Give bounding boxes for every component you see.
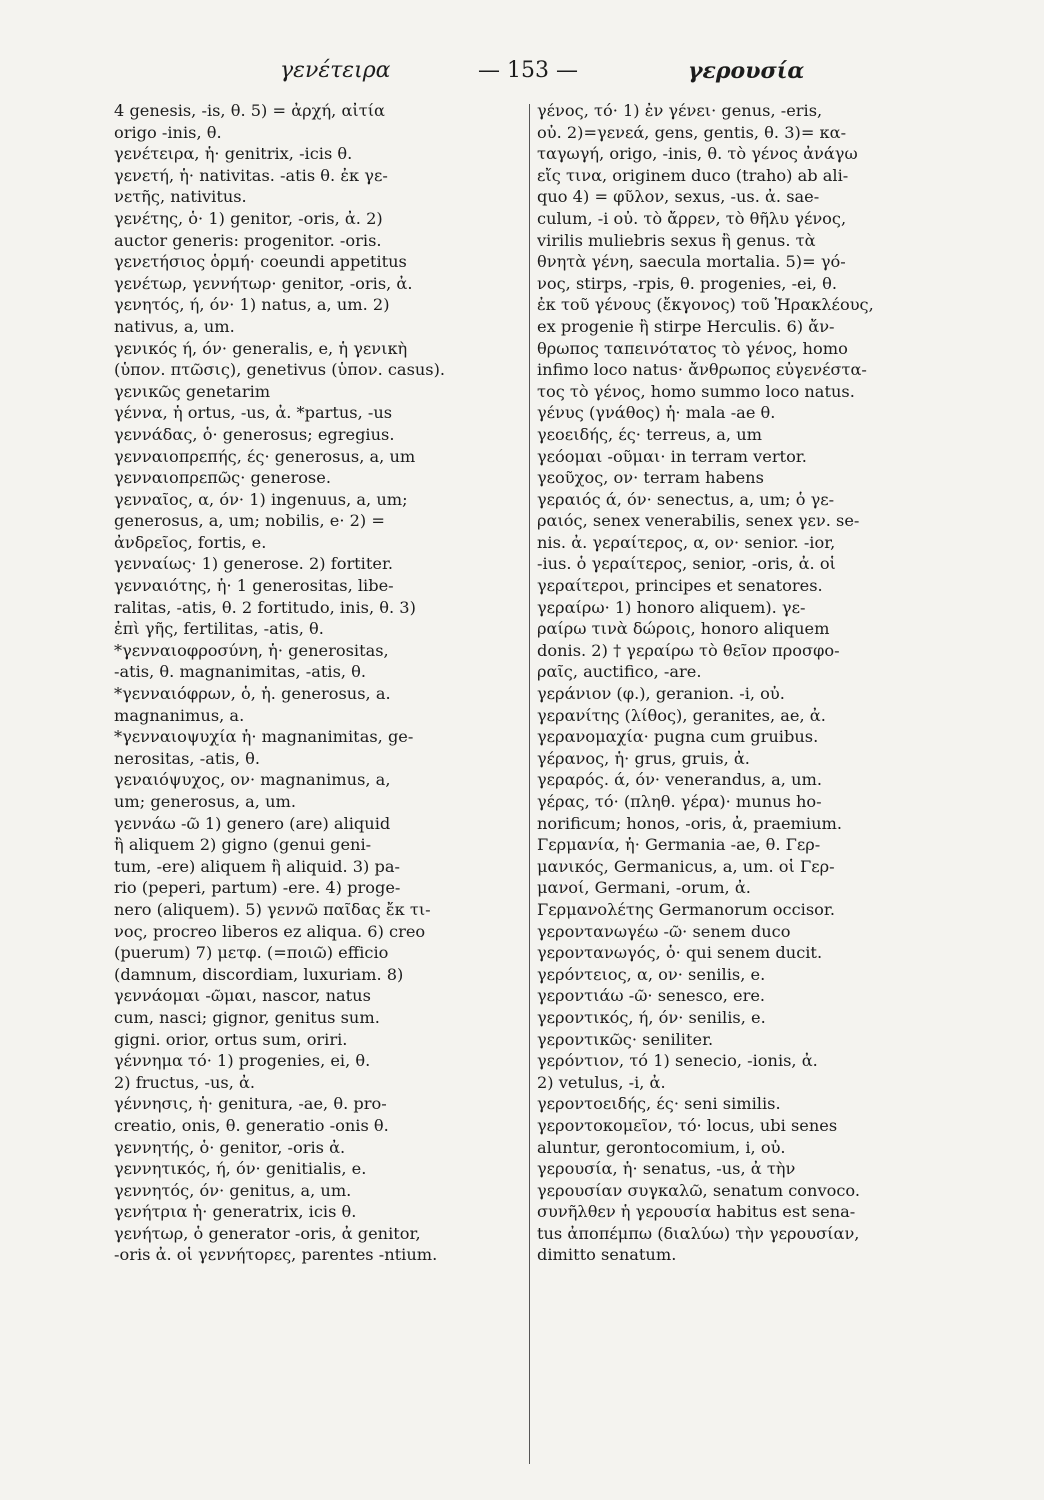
dictionary-line: γενναιοπρεπῶς· generose. bbox=[114, 468, 331, 488]
dictionary-line: ραῖς, auctifico, -are. bbox=[537, 662, 702, 682]
dictionary-line: 2) fructus, -us, ἀ. bbox=[114, 1072, 256, 1092]
dictionary-line: generosus, a, um; nobilis, e· 2) = bbox=[114, 511, 385, 531]
dictionary-line: (ὑπον. πτῶσις), genetivus (ὑπον. casus). bbox=[114, 360, 446, 380]
dictionary-line: aluntur, gerontocomium, i, οὐ. bbox=[537, 1137, 786, 1157]
dictionary-line: νος, stirps, -rpis, θ. progenies, -ei, θ. bbox=[537, 273, 837, 293]
dictionary-line: ἐπὶ γῆς, fertilitas, -atis, θ. bbox=[114, 619, 324, 639]
dictionary-line: γερουσία, ἡ· senatus, -us, ἀ τὴν bbox=[537, 1159, 796, 1179]
dictionary-line: γενναίως· 1) generose. 2) fortiter. bbox=[114, 554, 394, 574]
dictionary-line: γενητός, ή, όν· 1) natus, a, um. 2) bbox=[114, 295, 390, 315]
dictionary-line: γερανομαχία· pugna cum gruibus. bbox=[537, 727, 819, 747]
dictionary-line: γενήτωρ, ὁ generator -oris, ἀ genitor, bbox=[114, 1223, 421, 1243]
dictionary-line: ταγωγή, origo, -inis, θ. τὸ γένος ἀνάγω bbox=[537, 144, 858, 164]
dictionary-line: γέρανος, ἡ· grus, gruis, ἀ. bbox=[537, 748, 750, 768]
dictionary-line: γεννάω -ῶ 1) genero (are) aliquid bbox=[114, 813, 391, 833]
dictionary-line: ex progenie ἢ stirpe Herculis. 6) ἄν- bbox=[537, 316, 835, 336]
dictionary-line: *γενναιοφροσύνη, ἡ· generositas, bbox=[114, 640, 389, 660]
dictionary-line: γεραίρω· 1) honoro aliquem). γε- bbox=[537, 597, 806, 617]
dictionary-line: τος τὸ γένος, homo summo loco natus. bbox=[537, 381, 855, 401]
dictionary-line: γενέτειρα, ἡ· genitrix, -icis θ. bbox=[114, 144, 353, 164]
left-column bbox=[114, 100, 526, 1490]
column-divider bbox=[529, 104, 530, 1464]
dictionary-line: ἐκ τοῦ γένους (ἔκγονος) τοῦ Ἡρακλέους, bbox=[537, 295, 874, 315]
dictionary-line: μανοί, Germani, -orum, ἀ. bbox=[537, 878, 751, 898]
dictionary-line: culum, -i οὐ. τὸ ἄρρεν, τὸ θῆλυ γένος, bbox=[537, 208, 847, 228]
dictionary-line: rio (peperi, partum) -ere. 4) proge- bbox=[114, 878, 401, 898]
dictionary-line: *γενναιοψυχία ἡ· magnanimitas, ge- bbox=[114, 727, 414, 747]
dictionary-line: γενικῶς genetarim bbox=[114, 381, 271, 401]
dictionary-line: magnanimus, a. bbox=[114, 705, 245, 725]
dictionary-line: -atis, θ. magnanimitas, -atis, θ. bbox=[114, 662, 367, 682]
dictionary-line: γεράνιον (φ.), geranion. -i, οὐ. bbox=[537, 684, 785, 704]
dictionary-line: γερανίτης (λίθος), geranites, ae, ἀ. bbox=[537, 705, 826, 725]
dictionary-line: συνῆλθεν ἡ γερουσία habitus est sena- bbox=[537, 1202, 856, 1222]
dictionary-line: οὐ. 2)=γενεά, gens, gentis, θ. 3)= κα- bbox=[537, 122, 847, 142]
dictionary-line: θρωπος ταπεινότατος τὸ γένος, homo bbox=[537, 338, 848, 358]
dictionary-line: γενικός ή, όν· generalis, e, ἡ γενικὴ bbox=[114, 338, 408, 358]
dictionary-line: -oris ἀ. οἱ γεννήτορες, parentes -ntium. bbox=[114, 1245, 438, 1265]
dictionary-line: ραίρω τινὰ δώροις, honoro aliquem bbox=[537, 619, 830, 639]
dictionary-line: γενήτρια ἡ· generatrix, icis θ. bbox=[114, 1202, 357, 1222]
dictionary-line: *γενναιόφρων, ὁ, ἡ. generosus, a. bbox=[114, 684, 391, 704]
dictionary-line: γενετή, ἡ· nativitas. -atis θ. ἐκ γε- bbox=[114, 165, 388, 185]
dictionary-line: (puerum) 7) μετφ. (=ποιῶ) efficio bbox=[114, 943, 389, 963]
dictionary-line: quo 4) = φῦλον, sexus, -us. ἀ. sae- bbox=[537, 187, 820, 207]
dictionary-line: γεραιός ά, όν· senectus, a, um; ὁ γε- bbox=[537, 489, 835, 509]
dictionary-line: γεναιόψυχος, ον· magnanimus, a, bbox=[114, 770, 391, 790]
dictionary-line: γένυς (γνάθος) ἡ· mala -ae θ. bbox=[537, 403, 776, 423]
dictionary-line: γεννητής, ὁ· genitor, -oris ἀ. bbox=[114, 1137, 346, 1157]
dictionary-line: θνητὰ γένη, saecula mortalia. 5)= γό- bbox=[537, 252, 846, 272]
dictionary-line: virilis muliebris sexus ἢ genus. τὰ bbox=[537, 230, 816, 250]
dictionary-line: νετῆς, nativitus. bbox=[114, 187, 247, 207]
dictionary-line: γενναῖος, α, όν· 1) ingenuus, a, um; bbox=[114, 489, 408, 509]
dictionary-line: γέννησις, ἡ· genitura, -ae, θ. pro- bbox=[114, 1094, 387, 1114]
dictionary-line: nis. ἀ. γεραίτερος, α, ον· senior. -ior, bbox=[537, 532, 836, 552]
dictionary-line: ralitas, -atis, θ. 2 fortitudo, inis, θ. 3) bbox=[114, 597, 416, 617]
dictionary-line: γεννητός, όν· genitus, a, um. bbox=[114, 1180, 352, 1200]
dictionary-line: γενναιοπρεπής, ές· generosus, a, um bbox=[114, 446, 416, 466]
dictionary-line: γερόντειος, α, ον· senilis, e. bbox=[537, 964, 766, 984]
dictionary-line: dimitto senatum. bbox=[537, 1245, 677, 1265]
dictionary-line: γεροντανωγός, ὁ· qui senem ducit. bbox=[537, 943, 823, 963]
dictionary-line: γέρας, τό· (πληθ. γέρα)· munus ho- bbox=[537, 792, 822, 811]
dictionary-line: tus ἀποπέμπω (διαλύω) τὴν γερουσίαν, bbox=[537, 1223, 860, 1243]
dictionary-line: Γερμανολέτης Germanorum occisor. bbox=[537, 899, 835, 919]
dictionary-line: tum, -ere) aliquem ἢ aliquid. 3) pa- bbox=[114, 856, 400, 876]
dictionary-line: γέννημα τό· 1) progenies, ei, θ. bbox=[114, 1051, 371, 1071]
dictionary-line: nero (aliquem). 5) γεννῶ παῖδας ἔκ τι- bbox=[114, 899, 431, 919]
dictionary-line: gigni. orior, ortus sum, oriri. bbox=[114, 1029, 348, 1049]
header-first-word: γενέτειρα bbox=[280, 58, 391, 83]
dictionary-line: γεροντικός, ή, όν· senilis, e. bbox=[537, 1007, 766, 1027]
dictionary-line: γενναιότης, ἡ· 1 generositas, libe- bbox=[114, 576, 394, 596]
dictionary-line: μανικός, Germanicus, a, um. οἱ Γερ- bbox=[537, 856, 835, 876]
dictionary-line: γενέτης, ὁ· 1) genitor, -oris, ἀ. 2) bbox=[114, 208, 383, 228]
dictionary-line: nativus, a, um. bbox=[114, 316, 235, 336]
dictionary-line: 4 genesis, -is, θ. 5) = ἀρχή, αἰτία bbox=[114, 101, 385, 120]
dictionary-line: donis. 2) † γεραίρω τὸ θεῖον προσφο- bbox=[537, 640, 840, 660]
dictionary-line: 2) vetulus, -i, ἀ. bbox=[537, 1072, 666, 1092]
page-header bbox=[0, 52, 1044, 92]
dictionary-line: γεόομαι -οῦμαι· in terram vertor. bbox=[537, 446, 807, 466]
dictionary-line: origo -inis, θ. bbox=[114, 122, 222, 142]
dictionary-line: (damnum, discordiam, luxuriam. 8) bbox=[114, 964, 404, 984]
dictionary-line: nerositas, -atis, θ. bbox=[114, 748, 261, 768]
dictionary-line: γεροντικῶς· seniliter. bbox=[537, 1029, 714, 1049]
dictionary-line: γενετήσιος ὁρμή· coeundi appetitus bbox=[114, 252, 407, 272]
dictionary-line: γεροντιάω -ῶ· senesco, ere. bbox=[537, 986, 766, 1006]
dictionary-line: γεοειδής, ές· terreus, a, um bbox=[537, 424, 762, 444]
dictionary-line: creatio, onis, θ. generatio -onis θ. bbox=[114, 1115, 389, 1135]
dictionary-line: γερόντιον, τό 1) senecio, -ionis, ἀ. bbox=[537, 1051, 818, 1071]
dictionary-line: γενέτωρ, γεννήτωρ· genitor, -oris, ἀ. bbox=[114, 273, 413, 293]
dictionary-line: γεροντοκομεῖον, τό· locus, ubi senes bbox=[537, 1115, 838, 1135]
dictionary-line: γεροντανωγέω -ῶ· senem duco bbox=[537, 921, 791, 941]
dictionary-line: -ius. ὁ γεραίτερος, senior, -oris, ἀ. οἱ bbox=[537, 554, 836, 574]
dictionary-line: γεροντοειδής, ές· seni similis. bbox=[537, 1094, 781, 1114]
right-column bbox=[537, 100, 935, 1490]
page-number: — 153 — bbox=[478, 58, 578, 83]
dictionary-line: γερουσίαν συγκαλῶ, senatum convoco. bbox=[537, 1180, 861, 1200]
dictionary-line: γένος, τό· 1) ἐν γένει· genus, -eris, bbox=[537, 101, 823, 120]
dictionary-line: εἴς τινα, originem duco (traho) ab ali- bbox=[537, 165, 849, 185]
dictionary-line: γεραρός. ά, όν· venerandus, a, um. bbox=[537, 770, 823, 790]
dictionary-line: γέννα, ἡ ortus, -us, ἀ. *partus, -us bbox=[114, 403, 393, 423]
dictionary-line: γεννάδας, ὁ· generosus; egregius. bbox=[114, 424, 395, 444]
dictionary-line: γεννητικός, ή, όν· genitialis, e. bbox=[114, 1159, 367, 1179]
dictionary-line: um; generosus, a, um. bbox=[114, 792, 296, 811]
dictionary-line: auctor generis: progenitor. -oris. bbox=[114, 230, 382, 250]
dictionary-line: Γερμανία, ἡ· Germania -ae, θ. Γερ- bbox=[537, 835, 821, 855]
dictionary-line: ραιός, senex venerabilis, senex γεν. se- bbox=[537, 511, 860, 531]
header-last-word: γερουσία bbox=[688, 58, 805, 84]
dictionary-line: ἀνδρεῖος, fortis, e. bbox=[114, 532, 267, 552]
dictionary-line: cum, nasci; gignor, genitus sum. bbox=[114, 1007, 380, 1027]
dictionary-line: γεραίτεροι, principes et senatores. bbox=[537, 576, 823, 596]
dictionary-line: γεοῦχος, ον· terram habens bbox=[537, 468, 764, 488]
dictionary-line: γεννάομαι -ῶμαι, nascor, natus bbox=[114, 986, 371, 1006]
dictionary-line: infimo loco natus· ἄνθρωπος εὐγενέστα- bbox=[537, 360, 867, 380]
dictionary-line: νος, procreo liberos ez aliqua. 6) creo bbox=[114, 921, 426, 941]
dictionary-line: norificum; honos, -oris, ἀ, praemium. bbox=[537, 813, 842, 833]
dictionary-line: ἢ aliquem 2) gigno (genui geni- bbox=[114, 835, 372, 855]
